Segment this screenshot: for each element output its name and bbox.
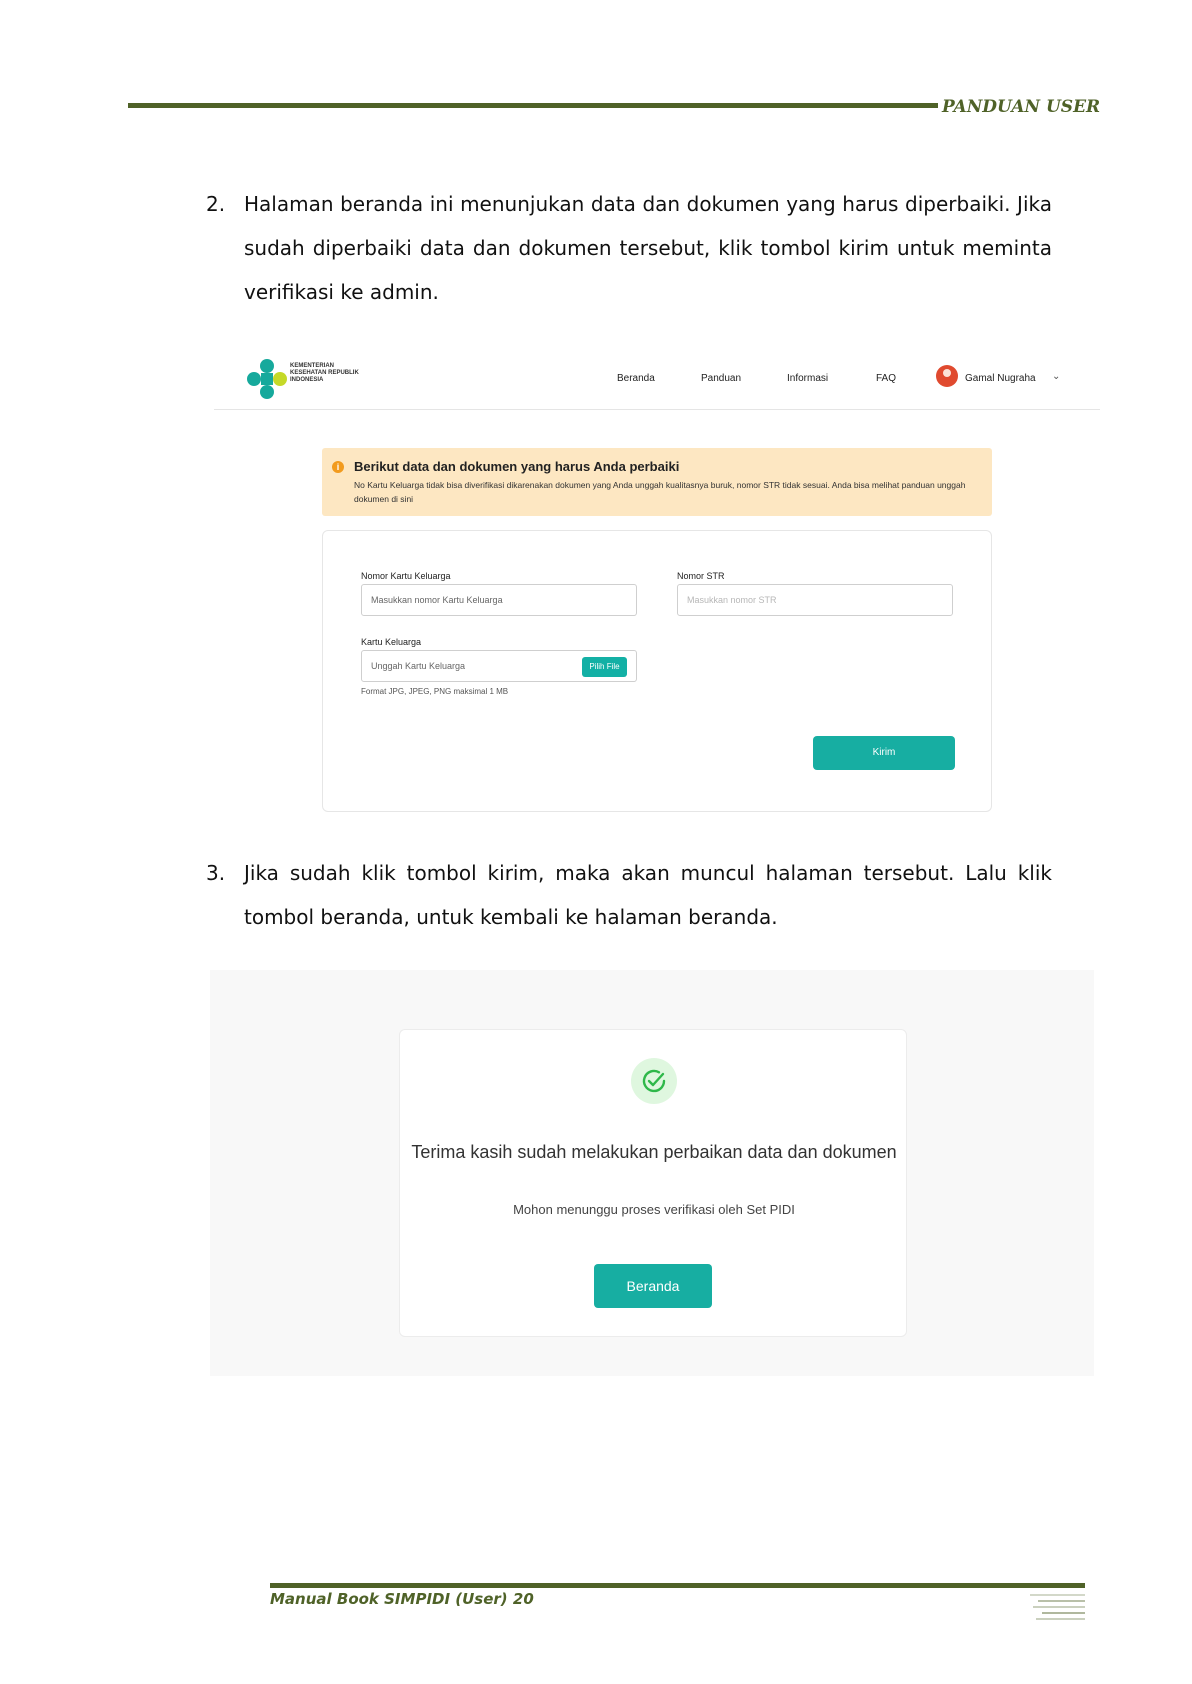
nav-faq[interactable]: FAQ <box>876 373 897 384</box>
step-number: 3. <box>206 861 226 885</box>
correction-alert <box>322 448 992 516</box>
pick-file-button[interactable]: Pilih File <box>582 657 627 677</box>
step-2 <box>206 182 1052 314</box>
top-navbar <box>214 350 1100 410</box>
str-number-label: Nomor STR <box>677 571 725 581</box>
step-text: Halaman beranda ini menunjukan data dan dokumen yang harus diperbaiki. Jika sudah diperbaiki data dan dokumen tersebut, klik tombol kirim untuk meminta verifikasi ke admin. <box>244 192 1052 304</box>
nav-informasi[interactable]: Informasi <box>787 373 829 384</box>
user-name[interactable]: Gamal Nugraha <box>965 373 1036 384</box>
check-circle-icon <box>640 1067 668 1095</box>
success-subtitle: Mohon menunggu proses verifikasi oleh Set PIDI <box>513 1202 795 1217</box>
correction-form <box>322 530 992 812</box>
kk-file-label: Kartu Keluarga <box>361 637 422 647</box>
kk-number-label: Nomor Kartu Keluarga <box>361 571 451 581</box>
screenshot-success-page <box>210 970 1094 1376</box>
screenshot-beranda-perbaikan <box>214 350 1100 820</box>
info-icon: i <box>332 461 344 473</box>
header-title: PANDUAN USER <box>942 97 1101 117</box>
nav-panduan[interactable]: Panduan <box>701 373 742 384</box>
step-3 <box>206 851 1052 939</box>
alert-message: No Kartu Keluarga tidak bisa diverifikasi dikarenakan dokumen yang Anda unggah kualitasnya buruk, nomor STR tidak sesuai. Anda bisa melihat panduan unggah dokumen di sini <box>354 480 966 504</box>
alert-title: Berikut data dan dokumen yang harus Anda perbaiki <box>354 459 680 474</box>
step-text: Jika sudah klik tombol kirim, maka akan muncul halaman tersebut. Lalu klik tombol beranda, untuk kembali ke halaman beranda. <box>244 861 1052 929</box>
user-avatar[interactable] <box>936 365 958 387</box>
footer-rule <box>270 1583 1085 1588</box>
file-format-hint: Format JPG, JPEG, PNG maksimal 1 MB <box>361 687 509 696</box>
kemenkes-logo-icon <box>244 356 290 402</box>
success-card <box>399 1029 907 1337</box>
kk-number-input[interactable]: Masukkan nomor Kartu Keluarga <box>361 584 637 616</box>
footer-stripes-icon <box>1030 1590 1085 1624</box>
beranda-button[interactable]: Beranda <box>594 1264 712 1308</box>
kk-file-input[interactable] <box>361 650 637 682</box>
kk-file-placeholder: Unggah Kartu Keluarga <box>371 661 466 671</box>
nav-beranda[interactable]: Beranda <box>617 373 655 384</box>
str-number-input[interactable]: Masukkan nomor STR <box>677 584 953 616</box>
logo-text: KEMENTERIAN KESEHATAN REPUBLIK INDONESIA <box>290 363 359 383</box>
step-number: 2. <box>206 192 226 216</box>
success-title: Terima kasih sudah melakukan perbaikan data dan dokumen <box>411 1142 897 1162</box>
footer-title: Manual Book SIMPIDI (User) 20 <box>270 1590 534 1608</box>
chevron-down-icon[interactable]: ⌄ <box>1052 371 1061 382</box>
success-badge <box>631 1058 677 1104</box>
header-rule <box>128 103 938 108</box>
kirim-button[interactable]: Kirim <box>813 736 955 770</box>
